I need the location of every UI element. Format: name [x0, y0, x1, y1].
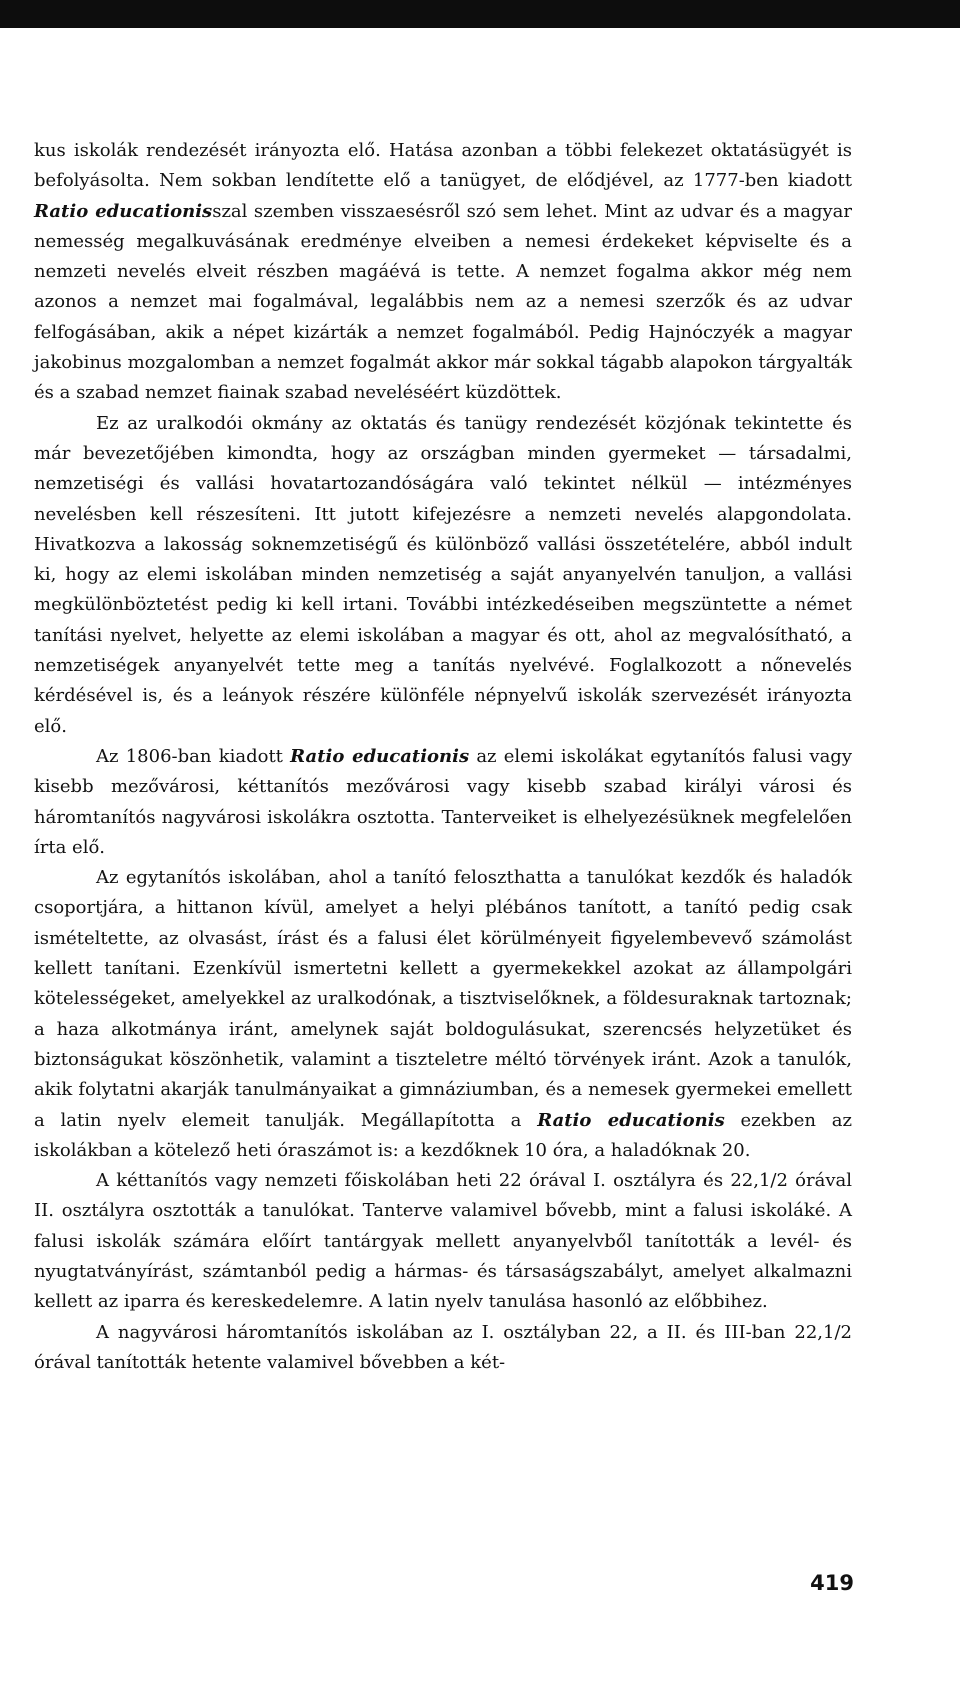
italic-title: Ratio educationis [34, 200, 213, 222]
paragraph [34, 742, 852, 863]
paragraph [34, 1318, 852, 1379]
paragraph [34, 863, 852, 1166]
italic-title: Ratio educationis [537, 1109, 725, 1131]
page-number: 419 [810, 1571, 854, 1595]
text-run: Az egytanítós iskolában, ahol a tanító feloszthatta a tanulókat kezdők és haladók csoportjára, a hittanon kívül, amelyet a helyi plébános tanított, a tanító pedig csak ismételtette, az olvasást, írást és a falusi élet körülményeit figyelembevevő számolást kellett tanítani. Ezenkívül ismertetni kellett a gyermekekkel azokat az állampolgári kötelességeket, amelyekkel az uralkodónak, a tisztviselőknek, a földesuraknak tartoznak; a haza alkotmánya iránt, amelynek saját boldogulásukat, szerencsés helyzetüket és biztonságukat köszönhetik, valamint a tiszteletre méltó törvények iránt. Azok a tanulók, akik folytatni akarják tanulmányaikat a gimnáziumban, és a nemesek gyermekei emellett a latin nyelv elemeit tanulják. Megállapította a [34, 867, 852, 1131]
text-run: kus iskolák rendezését irányozta elő. Hatása azonban a többi felekezet oktatásügyét is befolyásolta. Nem sokban lendítette elő a tanügyet, de elődjével, az 1777-ben kiadott [34, 140, 852, 192]
paragraph [34, 136, 852, 409]
paragraph [34, 1166, 852, 1317]
text-run: ezekben az iskolákban a kötelező heti óraszámot is: a kezdőknek 10 óra, a haladóknak 20. [34, 1109, 852, 1161]
italic-title: Ratio educationis [290, 745, 470, 767]
text-run: Ez az uralkodói okmány az oktatás és tanügy rendezését közjónak tekintette és már bevezetőjében kimondta, hogy az országban minden gyermeket — társadalmi, nemzetiségi és vallási hovatartozandóságára való tekintet nélkül — intézményes nevelésben kell részesíteni. Itt jutott kifejezésre a nemzeti nevelés alapgondolata. Hivatkozva a lakosság soknemzetiségű és különböző vallási összetételére, abból indult ki, hogy az elemi iskolában minden nemzetiség a saját anyanyelvén tanuljon, a vallási megkülönböztetést pedig ki kell irtani. További intézkedéseiben megszüntette a német tanítási nyelvet, helyette az elemi iskolában a magyar és ott, ahol az megvalósítható, a nemzetiségek anyanyelvét tette meg a tanítás nyelvévé. Foglalkozott a nőnevelés kérdésével is, és a leányok részére különféle népnyelvű iskolák szervezését irányozta elő. [34, 412, 852, 737]
text-run: Az 1806-ban kiadott [96, 745, 291, 767]
scan-top-border [0, 0, 960, 28]
text-run: A kéttanítós vagy nemzeti főiskolában heti 22 órával I. osztályra és 22,1/2 órával II. osztályra osztották a tanulókat. Tanterve valamivel bővebb, mint a falusi iskoláké. A falusi iskolák számára előírt tantárgyak mellett anyanyelvből tanították a levél- és nyugtatványírást, számtanból pedig a hármas- és társaságszabályt, amelyet alkalmazni kellett az iparra és kereskedelemre. A latin nyelv tanulása hasonló az előbbihez. [34, 1170, 852, 1313]
paragraph [34, 409, 852, 742]
page-body [34, 136, 852, 1378]
text-run: A nagyvárosi háromtanítós iskolában az I. osztályban 22, a II. és III-ban 22,1/2 órával tanították hetente valamivel bővebben a két- [34, 1321, 852, 1373]
text-run: szal szemben visszaesésről szó sem lehet. Mint az udvar és a magyar nemesség megalkuvásának eredménye elveiben a nemesi érdekeket képviselte és a nemzeti nevelés elveit részben magáévá is tette. A nemzet fogalma akkor még nem azonos a nemzet mai fogalmával, legalábbis nem az a nemesi szerzők és az udvar felfogásában, akik a népet kizárták a nemzet fogalmából. Pedig Hajnóczyék a magyar jakobinus mozgalomban a nemzet fogalmát akkor már sokkal tágabb alapokon tárgyalták és a szabad nemzet fiainak szabad neveléséért küzdöttek. [34, 200, 852, 404]
text-run: az elemi iskolákat egytanítós falusi vagy kisebb mezővárosi, kéttanítós mezővárosi vagy kisebb szabad királyi városi és háromtanítós nagyvárosi iskolákra osztotta. Tanterveiket is elhelyezésüknek megfelelően írta elő. [34, 745, 852, 858]
